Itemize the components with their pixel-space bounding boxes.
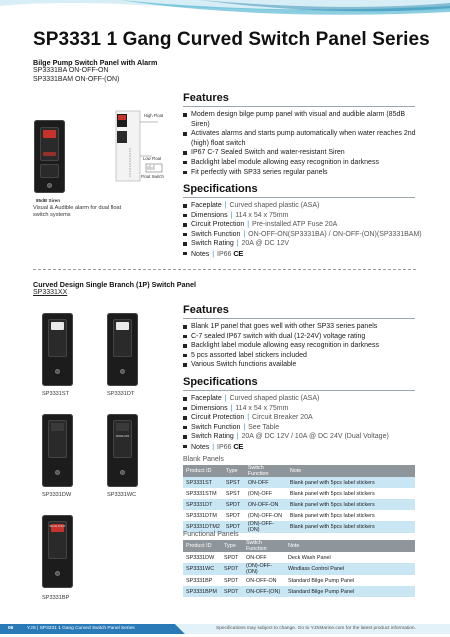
- table-cell: ON-OFF-(ON): [243, 586, 285, 597]
- spec-item: Switch Function | ON-OFF-ON(SP3331BA) / ON-OFF-(ON)(SP3331BAM): [183, 230, 423, 240]
- table-cell: (ON)-OFF: [245, 488, 287, 499]
- section2-features-rule: [183, 318, 415, 319]
- diagram-caption-1: Visual & Audible alarm for dual float: [33, 205, 122, 211]
- table-cell: ON-OFF: [243, 552, 285, 563]
- alarm-indicator-module: [40, 164, 59, 178]
- table-row: [183, 586, 415, 597]
- section1-features-heading: Features: [183, 92, 229, 104]
- table-cell: SP3331DTM: [183, 510, 223, 521]
- table-header: Product ID: [183, 540, 221, 552]
- spec-item: Switch Rating | 20A @ DC 12V: [183, 239, 423, 249]
- table-cell: SP3331STM: [183, 488, 223, 499]
- header-swoosh: [0, 0, 450, 26]
- table-cell: SPST: [223, 477, 245, 488]
- table-cell: SPDT: [221, 552, 243, 563]
- bilge-alarm-panel-image: [34, 120, 65, 193]
- table-row: [183, 477, 415, 488]
- section2-specs-list: [183, 394, 423, 453]
- siren-icon: [47, 183, 52, 188]
- section1-model-2: SP3331BAM ON-OFF-(ON): [33, 76, 120, 83]
- section2-features-list: [183, 322, 418, 370]
- ce-mark-icon: CE: [233, 441, 243, 451]
- spec-item: Switch Rating | 20A @ DC 12V / 10A @ DC 24V (Dual Voltage): [183, 432, 423, 442]
- table-cell: ON-OFF: [245, 477, 287, 488]
- caption-dw: SP3331DW: [42, 492, 72, 498]
- table-cell: SPDT: [221, 563, 243, 575]
- section1-specs-heading: Specifications: [183, 183, 258, 195]
- table-cell: SPDT: [221, 586, 243, 597]
- table-cell: SP3331BPM: [183, 586, 221, 597]
- ce-mark-icon: CE: [233, 248, 243, 258]
- table-cell: Windlass Control Panel: [285, 563, 415, 575]
- caption-st: SP3331ST: [42, 391, 70, 397]
- diagram-caption-2: switch systems: [33, 212, 71, 218]
- siren-label: 85dB Siren: [36, 198, 60, 203]
- table-cell: Blank panel with 5pcs label stickers: [287, 488, 415, 499]
- page-title: SP3331 1 Gang Curved Switch Panel Series: [33, 29, 430, 50]
- footer-left-text: YJS | SP3331 1 Gang Curved Switch Panel Series: [27, 626, 135, 631]
- feature-item: Activates alarms and starts pump automatically when water reaches 2nd (high) float switch: [183, 129, 418, 148]
- table-cell: ON-OFF-ON: [245, 499, 287, 510]
- feature-item: 5 pcs assorted label stickers included: [183, 351, 418, 361]
- table-header: Type: [221, 540, 243, 552]
- feature-item: Blank 1P panel that goes well with other SP33 series panels: [183, 322, 418, 332]
- low-float-label: Low Float: [143, 156, 162, 161]
- table-header: Note: [285, 540, 415, 552]
- feature-item: Backlight label module allowing easy recognition in darkness: [183, 158, 418, 168]
- blank-panels-table: [183, 465, 415, 533]
- table-row: [183, 499, 415, 510]
- caption-dt: SP3331DT: [107, 391, 135, 397]
- section2-features-heading: Features: [183, 304, 229, 316]
- table-row: [183, 552, 415, 563]
- spec-item: Faceplate | Curved shaped plastic (ASA): [183, 394, 423, 404]
- table-cell: SPDT: [223, 510, 245, 521]
- section1-specs-list: [183, 201, 423, 260]
- table-cell: (ON)-OFF-(ON): [245, 521, 287, 533]
- table-cell: SPST: [223, 488, 245, 499]
- wc-panel-label: WINDLASS: [115, 435, 130, 438]
- table-header: Switch Function: [245, 465, 287, 477]
- spec-item: Notes | IP66 CE: [183, 442, 423, 453]
- panel-image-dw: [42, 414, 73, 487]
- panel-image-st: [42, 313, 73, 386]
- spec-item: Switch Function | See Table: [183, 423, 423, 433]
- feature-item: IP67 C-7 Sealed Switch and water-resistant Siren: [183, 148, 418, 158]
- table-cell: SPDT: [223, 521, 245, 533]
- page-number: 06: [8, 626, 14, 631]
- functional-panels-title: Functional Panels: [183, 531, 239, 538]
- table-row: [183, 563, 415, 575]
- table-cell: Standard Bilge Pump Panel: [285, 575, 415, 586]
- section-divider: [33, 269, 416, 270]
- table-cell: Blank panel with 5pcs label stickers: [287, 499, 415, 510]
- table-cell: (ON)-OFF-ON: [245, 510, 287, 521]
- page-footer: [0, 621, 450, 637]
- section2-model: SP3331XX: [33, 289, 68, 296]
- bp-panel-label: BILGE PUMP: [49, 525, 66, 528]
- table-cell: Deck Wash Panel: [285, 552, 415, 563]
- section2-specs-heading: Specifications: [183, 376, 258, 388]
- bilge-rocker-switch: [40, 127, 59, 161]
- table-cell: SP3331BP: [183, 575, 221, 586]
- table-cell: SP3331DT: [183, 499, 223, 510]
- blank-panels-title: Blank Panels: [183, 456, 224, 463]
- section2-specs-rule: [183, 390, 415, 391]
- table-row: [183, 510, 415, 521]
- section1-specs-rule: [183, 197, 415, 198]
- float-switch-diagram: [70, 108, 170, 200]
- spec-item: Circuit Protection | Circuit Breaker 20A: [183, 413, 423, 423]
- spec-item: Dimensions | 114 x 54 x 75mm: [183, 211, 423, 221]
- feature-item: Modern design bilge pump panel with visual and audible alarm (85dB Siren): [183, 110, 418, 129]
- table-cell: Blank panel with 5pcs label stickers: [287, 477, 415, 488]
- section2-heading: Curved Design Single Branch (1P) Switch Panel: [33, 280, 196, 289]
- section1-features-rule: [183, 106, 415, 107]
- panel-image-bp: [42, 515, 73, 588]
- section1-model-1: SP3331BA ON-OFF-ON: [33, 67, 109, 74]
- caption-bp: SP3331BP: [42, 595, 70, 601]
- table-cell: SP3331ST: [183, 477, 223, 488]
- table-cell: SPDT: [221, 575, 243, 586]
- table-cell: Blank panel with 5pcs label stickers: [287, 521, 415, 533]
- float-switch-label: Float Switch: [141, 174, 164, 179]
- panel-image-dt: [107, 313, 138, 386]
- spec-item: Notes | IP66 CE: [183, 249, 423, 260]
- feature-item: Various Switch functions available: [183, 360, 418, 370]
- table-cell: SP3331WC: [183, 563, 221, 575]
- spec-item: Faceplate | Curved shaped plastic (ASA): [183, 201, 423, 211]
- feature-item: Fit perfectly with SP33 series regular panels: [183, 168, 418, 178]
- footer-right-text: Specifications may subject to change. Go to YJSMarine.com for the latest product information.: [216, 626, 416, 631]
- spec-item: Circuit Protection | Pre-installed ATP Fuse 20A: [183, 220, 423, 230]
- table-header: Note: [287, 465, 415, 477]
- panel-image-wc: [107, 414, 138, 487]
- table-cell: SP3331DTM2: [183, 521, 223, 533]
- table-row: [183, 575, 415, 586]
- section1-heading: Bilge Pump Switch Panel with Alarm: [33, 58, 158, 67]
- section1-features-list: [183, 110, 418, 177]
- table-header: Type: [223, 465, 245, 477]
- table-cell: Standard Bilge Pump Panel: [285, 586, 415, 597]
- spec-item: Dimensions | 114 x 54 x 75mm: [183, 404, 423, 414]
- table-cell: SP3331DW: [183, 552, 221, 563]
- table-row: [183, 488, 415, 499]
- caption-wc: SP3331WC: [107, 492, 137, 498]
- feature-item: C-7 sealed IP67 switch with dual (12-24V) voltage rating: [183, 332, 418, 342]
- functional-panels-table: [183, 540, 415, 597]
- table-cell: ON-OFF-ON: [243, 575, 285, 586]
- table-header: Product ID: [183, 465, 223, 477]
- table-cell: (ON)-OFF-(ON): [243, 563, 285, 575]
- table-cell: SPDT: [223, 499, 245, 510]
- table-cell: Blank panel with 5pcs label stickers: [287, 510, 415, 521]
- table-header: Switch Function: [243, 540, 285, 552]
- high-float-label: High Float: [144, 113, 164, 118]
- feature-item: Backlight label module allowing easy recognition in darkness: [183, 341, 418, 351]
